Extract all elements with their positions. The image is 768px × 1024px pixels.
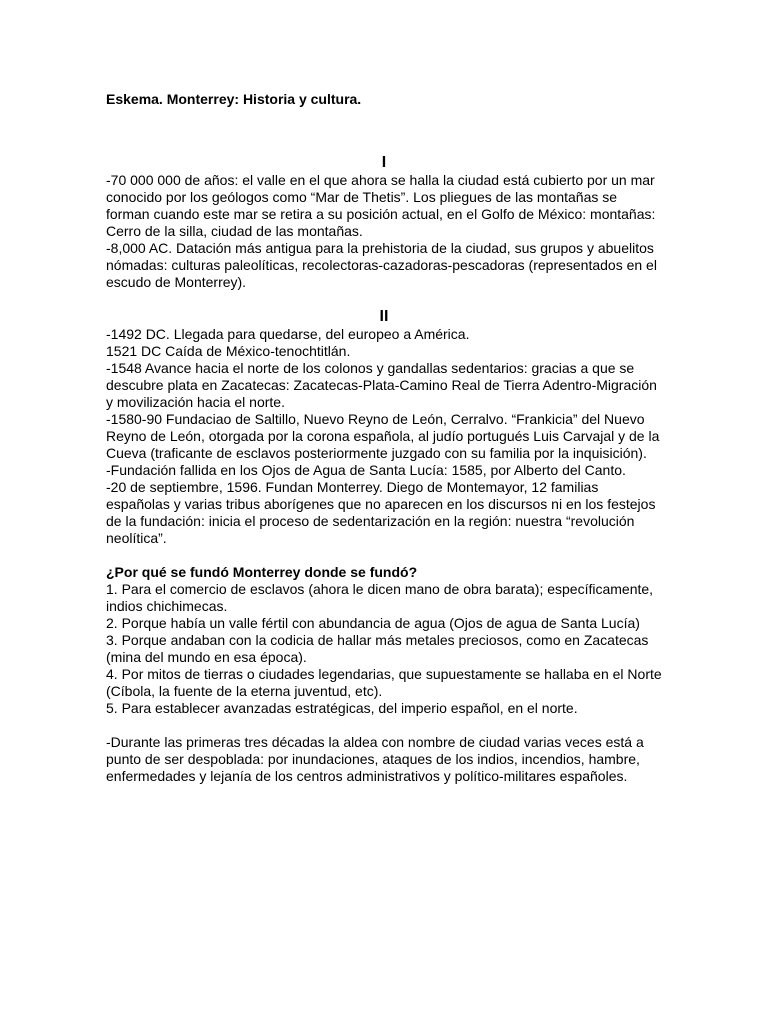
paragraph: -8,000 AC. Datación más antigua para la prehistoria de la ciudad, sus grupos y abuelitos nómadas: culturas paleolíticas, recolectoras-cazadoras-pescadoras (representados en el escudo de Monterrey). (106, 240, 657, 290)
question-heading: ¿Por qué se fundó Monterrey donde se fundó? (106, 564, 418, 580)
section-heading-1: I (381, 154, 387, 171)
list-item: 4. Por mitos de tierras o ciudades legendarias, que supuestamente se hallaba en el Norte (Cíbola, la fuente de la eterna juventud, etc). (106, 666, 662, 699)
paragraph: -70 000 000 de años: el valle en el que ahora se halla la ciudad está cubierto por un mar conocido por los geólogos como “Mar de Thetis”. Los pliegues de las montañas se forman cuando este mar se retira a su posición actual, en el Golfo de México: montañas: Cerro de la silla, ciudad de las montañas. (106, 172, 656, 239)
paragraph: -20 de septiembre, 1596. Fundan Monterrey. Diego de Montemayor, 12 familias españolas y varias tribus aborígenes que no aparecen en los discursos ni en los festejos de la fundación: inicia el proceso de sedentarización en la región: nuestra “revolución neolítica”. (106, 479, 656, 546)
paragraph: -Fundación fallida en los Ojos de Agua de Santa Lucía: 1585, por Alberto del Canto. (106, 462, 626, 478)
document-body (106, 91, 662, 785)
paragraph: 1521 DC Caída de México-tenochtitlán. (106, 343, 351, 359)
list-item: 5. Para establecer avanzadas estratégicas, del imperio español, en el norte. (106, 700, 578, 716)
closing-paragraph: -Durante las primeras tres décadas la aldea con nombre de ciudad varias veces está a punto de ser despoblada: por inundaciones, ataques de los indios, incendios, hambre, enfermedades y lejanía de los centros administrativos y político-militares españoles. (106, 734, 644, 784)
paragraph: -1548 Avance hacia el norte de los colonos y gandallas sedentarios: gracias a que se descubre plata en Zacatecas: Zacatecas-Plata-Camino Real de Tierra Adentro-Migración y movilización hacia el norte. (106, 360, 657, 410)
document-title: Eskema. Monterrey: Historia y cultura. (106, 91, 362, 107)
paragraph: -1492 DC. Llegada para quedarse, del europeo a América. (106, 326, 470, 342)
paragraph: -1580-90 Fundaciao de Saltillo, Nuevo Reyno de León, Cerralvo. “Frankicia” del Nuevo Reyno de León, otorgada por la corona española, al judío portugués Luis Carvajal y de la Cueva (traficante de esclavos posteriormente juzgado con su familia por la inquisición). (106, 411, 660, 461)
list-item: 3. Porque andaban con la codicia de hallar más metales preciosos, como en Zacatecas (mina del mundo en esa época). (106, 632, 649, 665)
list-item: 2. Porque había un valle fértil con abundancia de agua (Ojos de agua de Santa Lucía) (106, 615, 640, 631)
list-item: 1. Para el comercio de esclavos (ahora le dicen mano de obra barata); específicamente, indios chichimecas. (106, 581, 654, 614)
section-heading-2: II (379, 308, 389, 325)
